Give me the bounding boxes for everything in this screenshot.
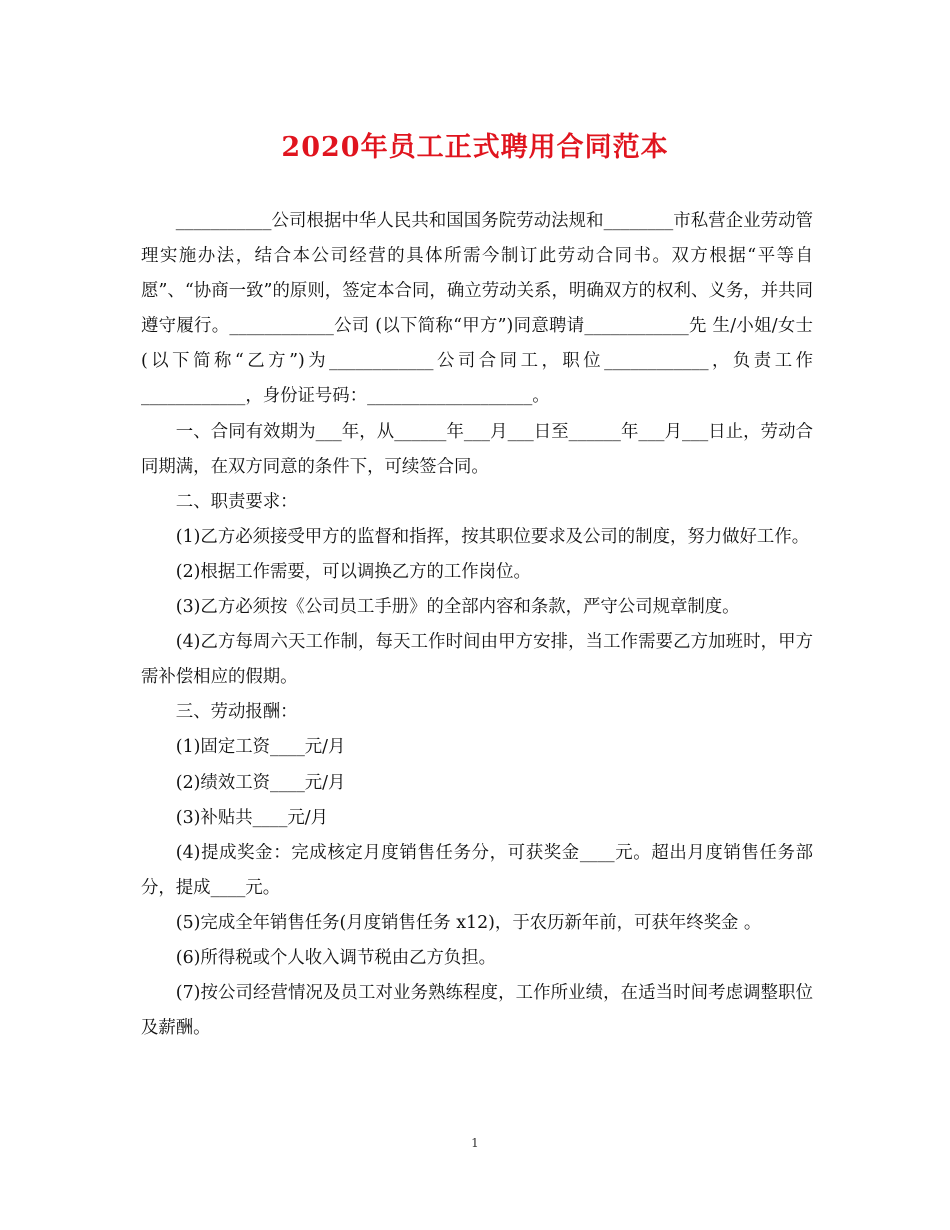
paragraph-duty-2: (2)根据工作需要，可以调换乙方的工作岗位。 [175,561,531,582]
paragraph-pay-6: (6)所得税或个人收入调节税由乙方负担。 [175,947,497,968]
paragraph-pay-1: (1)固定工资____元/月 [175,737,346,758]
paragraph-pay-5: (5)完成全年销售任务(月度销售任务 x12)，于农历新年前，可获年终奖金 。 [175,912,762,933]
paragraph-duty-1: (1)乙方必须接受甲方的监督和指挥，按其职位要求及公司的制度，努力做好工作。 [175,526,810,547]
document-body [141,204,813,1046]
paragraph-duty-3: (3)乙方必须按《公司员工手册》的全部内容和条款，严守公司规章制度。 [175,597,740,618]
paragraph-pay-2: (2)绩效工资____元/月 [175,772,346,793]
paragraph-contract-term: 一、合同有效期为___年，从______年___月___日至______年___月___日止，劳动合同期满，在双方同意的条件下，可续签合同。 [141,421,813,477]
paragraph-pay-4: (4)提成奖金：完成核定月度销售任务分，可获奖金____元。超出月度销售任务部分，提成____元。 [141,842,813,898]
section-heading-duties: 二、职责要求： [175,491,298,512]
document-title: 2020年员工正式聘用合同范本 [281,132,669,163]
paragraph-preamble: ___________公司根据中华人民共和国国务院劳动法规和________市私营企业劳动管理实施办法，结合本公司经营的具体所需今制订此劳动合同书。双方根据“平等自愿”、“协商一致”的原则，签定本合同，确立劳动关系，明确双方的权利、义务，并共同遵守履行。____________公司 (以下简称“甲方”)同意聘请____________先 生/小姐/女士(以下简称“乙方”)为____________公司合同工，职位____________，负责工作____________，身份证号码：___________________。 [141,211,813,407]
paragraph-pay-3: (3)补贴共____元/月 [175,807,329,828]
paragraph-pay-7: (7)按公司经营情况及员工对业务熟练程度，工作所业绩，在适当时间考虑调整职位及薪酬。 [141,983,813,1039]
page-number: 1 [471,1136,479,1150]
paragraph-duty-4: (4)乙方每周六天工作制，每天工作时间由甲方安排，当工作需要乙方加班时，甲方需补偿相应的假期。 [141,632,813,688]
section-heading-pay: 三、劳动报酬： [175,702,298,723]
